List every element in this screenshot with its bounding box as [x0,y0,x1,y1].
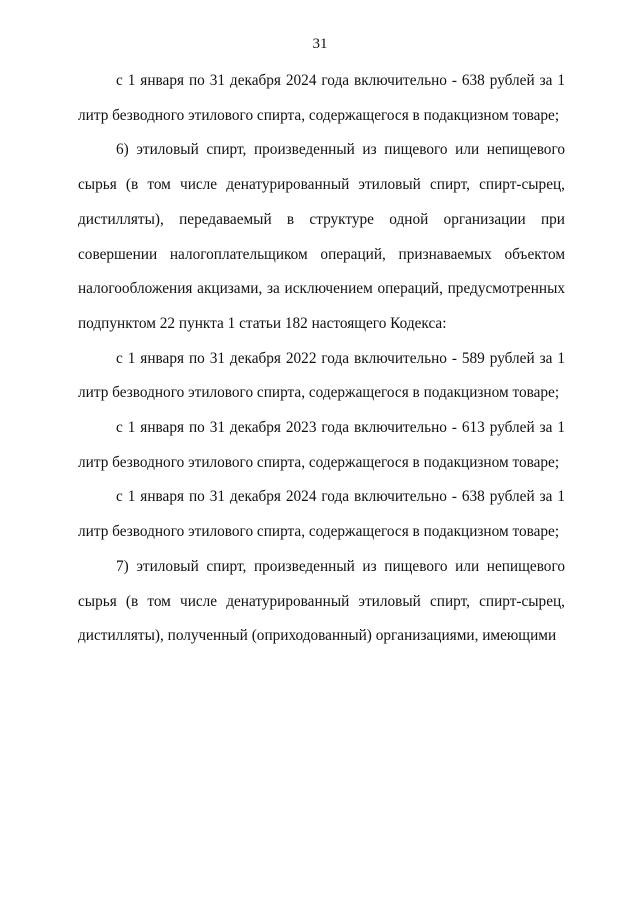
page-number: 31 [312,36,328,52]
paragraph-rate-2023: с 1 января по 31 декабря 2023 года включительно - 613 рублей за 1 литр безводного этилового спирта, содержащегося в подакцизном товаре; [78,419,565,471]
paragraph-item-6: 6) этиловый спирт, произведенный из пищевого или непищевого сырья (в том числе денатурированный этиловый спирт, спирт-сырец, дистилляты), передаваемый в структуре одной организации при совершении налогоплательщиком операций, признаваемых объектом налогообложения акцизами, за исключением операций, предусмотренных подпунктом 22 пункта 1 статьи 182 настоящего Кодекса: [78,141,565,332]
paragraph-rate-2024-continued: с 1 января по 31 декабря 2024 года включительно - 638 рублей за 1 литр безводного этилового спирта, содержащегося в подакцизном товаре; [78,72,565,124]
document-body [78,64,565,654]
paragraph-rate-2022: с 1 января по 31 декабря 2022 года включительно - 589 рублей за 1 литр безводного этилового спирта, содержащегося в подакцизном товаре; [78,349,565,402]
paragraph-item-7: 7) этиловый спирт, произведенный из пищевого или непищевого сырья (в том числе денатурированный этиловый спирт, спирт-сырец, дистилляты), полученный (оприходованный) организациями, имеющими [78,557,565,645]
paragraph-rate-2024: с 1 января по 31 декабря 2024 года включительно - 638 рублей за 1 литр безводного этилового спирта, содержащегося в подакцизном товаре; [78,488,565,541]
